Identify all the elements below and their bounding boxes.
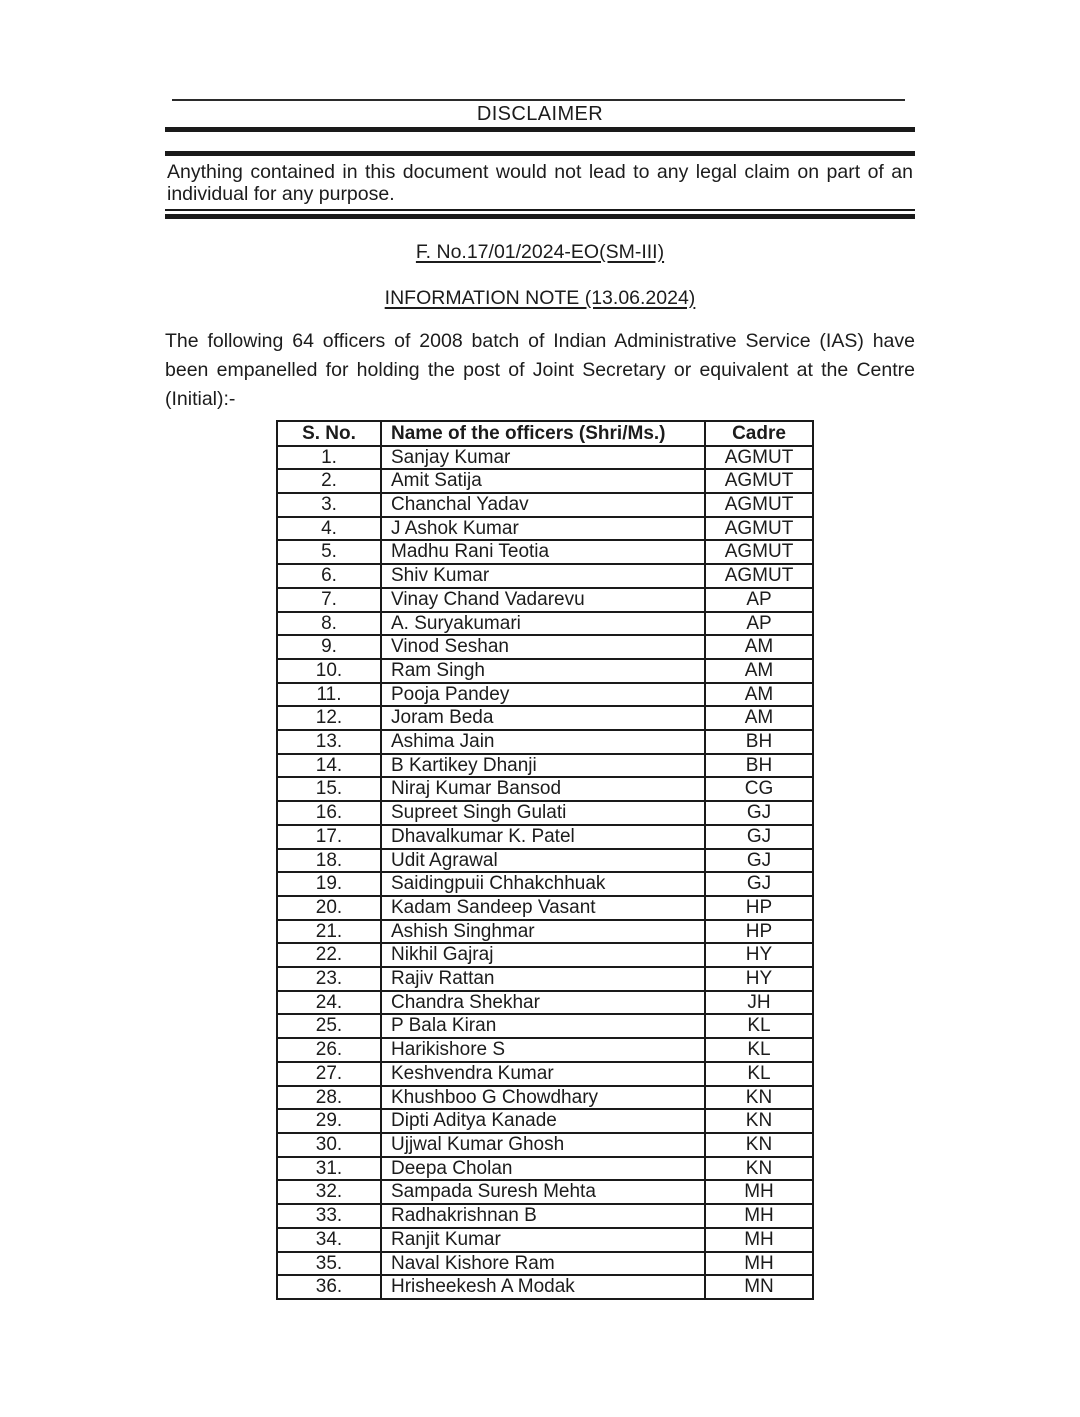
table-row [277,967,813,991]
cell-sno: 35. [277,1252,381,1276]
horizontal-rule-thick [165,127,915,132]
cell-name: A. Suryakumari [381,612,705,636]
cell-name: Ram Singh [381,659,705,683]
cell-cadre: AGMUT [705,446,813,470]
table-row [277,446,813,470]
cell-cadre: JH [705,991,813,1015]
table-header-row [277,421,813,446]
cell-cadre: AM [705,635,813,659]
information-note-heading: INFORMATION NOTE (13.06.2024) [384,286,696,309]
cell-name: Niraj Kumar Bansod [381,777,705,801]
cell-sno: 4. [277,517,381,541]
cell-name: Chanchal Yadav [381,493,705,517]
cell-sno: 11. [277,683,381,707]
cell-cadre: MH [705,1228,813,1252]
cell-name: Deepa Cholan [381,1157,705,1181]
table-row [277,943,813,967]
cell-name: Shiv Kumar [381,564,705,588]
cell-name: Dhavalkumar K. Patel [381,825,705,849]
cell-sno: 12. [277,706,381,730]
cell-name: Keshvendra Kumar [381,1062,705,1086]
table-row [277,1062,813,1086]
cell-cadre: AGMUT [705,540,813,564]
cell-name: Ujjwal Kumar Ghosh [381,1133,705,1157]
cell-sno: 33. [277,1204,381,1228]
table-row [277,564,813,588]
table-row [277,1038,813,1062]
cell-cadre: MH [705,1180,813,1204]
cell-sno: 36. [277,1275,381,1299]
cell-sno: 30. [277,1133,381,1157]
cell-name: Hrisheekesh A Modak [381,1275,705,1299]
cell-cadre: HY [705,943,813,967]
disclaimer-text: Anything contained in this document would not lead to any legal claim on part of an individual for any purpose. [167,161,913,205]
cell-sno: 16. [277,801,381,825]
cell-cadre: KN [705,1157,813,1181]
cell-name: Dipti Aditya Kanade [381,1109,705,1133]
cell-sno: 24. [277,991,381,1015]
table-row [277,1180,813,1204]
cell-cadre: GJ [705,872,813,896]
table-row [277,1204,813,1228]
cell-sno: 10. [277,659,381,683]
cell-cadre: AP [705,588,813,612]
intro-paragraph: The following 64 officers of 2008 batch of Indian Administrative Service (IAS) have been empanelled for holding the post of Joint Secretary or equivalent at the Centre (Initial):- [165,329,915,410]
cell-name: Ashish Singhmar [381,920,705,944]
cell-name: Vinay Chand Vadarevu [381,588,705,612]
table-row [277,706,813,730]
cell-sno: 14. [277,754,381,778]
cell-name: Udit Agrawal [381,849,705,873]
cell-sno: 32. [277,1180,381,1204]
cell-cadre: KN [705,1133,813,1157]
table-row [277,730,813,754]
cell-sno: 25. [277,1014,381,1038]
table-row [277,683,813,707]
cell-sno: 5. [277,540,381,564]
cell-name: J Ashok Kumar [381,517,705,541]
cell-sno: 34. [277,1228,381,1252]
cell-cadre: HP [705,896,813,920]
table-row [277,540,813,564]
cell-sno: 8. [277,612,381,636]
officers-table [276,420,814,1300]
cell-cadre: AGMUT [705,517,813,541]
cell-cadre: AP [705,612,813,636]
cell-name: Kadam Sandeep Vasant [381,896,705,920]
cell-name: Vinod Seshan [381,635,705,659]
cell-sno: 19. [277,872,381,896]
cell-cadre: AGMUT [705,564,813,588]
table-row [277,991,813,1015]
cell-sno: 3. [277,493,381,517]
cell-name: Sampada Suresh Mehta [381,1180,705,1204]
table-row [277,801,813,825]
cell-name: Amit Satija [381,469,705,493]
cell-sno: 31. [277,1157,381,1181]
table-row [277,1157,813,1181]
table-row [277,493,813,517]
cell-sno: 1. [277,446,381,470]
table-row [277,1109,813,1133]
cell-cadre: KL [705,1038,813,1062]
cell-name: Radhakrishnan B [381,1204,705,1228]
file-number-heading: F. No.17/01/2024-EO(SM-III) [415,240,665,263]
disclaimer-box [165,151,915,211]
cell-cadre: AGMUT [705,493,813,517]
disclaimer-title: DISCLAIMER [476,103,604,125]
cell-sno: 9. [277,635,381,659]
table-row [277,1228,813,1252]
cell-name: Chandra Shekhar [381,991,705,1015]
table-row [277,896,813,920]
table-row [277,517,813,541]
cell-sno: 23. [277,967,381,991]
cell-cadre: GJ [705,801,813,825]
cell-sno: 7. [277,588,381,612]
cell-name: Nikhil Gajraj [381,943,705,967]
cell-name: Pooja Pandey [381,683,705,707]
cell-cadre: CG [705,777,813,801]
horizontal-rule-thin [172,99,905,101]
cell-name: Supreet Singh Gulati [381,801,705,825]
cell-sno: 20. [277,896,381,920]
cell-name: Khushboo G Chowdhary [381,1086,705,1110]
cell-sno: 22. [277,943,381,967]
table-row [277,635,813,659]
table-row [277,825,813,849]
table-row [277,588,813,612]
table-row [277,849,813,873]
table-row [277,754,813,778]
table-row [277,1086,813,1110]
cell-name: Ashima Jain [381,730,705,754]
cell-sno: 2. [277,469,381,493]
cell-sno: 28. [277,1086,381,1110]
table-row [277,1252,813,1276]
cell-sno: 29. [277,1109,381,1133]
cell-name: Madhu Rani Teotia [381,540,705,564]
table-row [277,872,813,896]
header-name: Name of the officers (Shri/Ms.) [381,421,705,446]
cell-name: Joram Beda [381,706,705,730]
cell-sno: 27. [277,1062,381,1086]
table-row [277,920,813,944]
cell-sno: 15. [277,777,381,801]
cell-cadre: AM [705,659,813,683]
table-row [277,612,813,636]
cell-cadre: AM [705,706,813,730]
cell-sno: 6. [277,564,381,588]
cell-cadre: AGMUT [705,469,813,493]
document-content [165,99,915,1300]
table-row [277,1133,813,1157]
cell-name: Sanjay Kumar [381,446,705,470]
cell-cadre: KL [705,1014,813,1038]
cell-cadre: HP [705,920,813,944]
cell-cadre: AM [705,683,813,707]
table-row [277,1275,813,1299]
cell-cadre: KN [705,1086,813,1110]
cell-cadre: BH [705,730,813,754]
header-cadre: Cadre [705,421,813,446]
cell-sno: 13. [277,730,381,754]
table-row [277,1014,813,1038]
cell-name: P Bala Kiran [381,1014,705,1038]
cell-name: Harikishore S [381,1038,705,1062]
cell-sno: 18. [277,849,381,873]
table-row [277,469,813,493]
table-row [277,777,813,801]
cell-cadre: MH [705,1204,813,1228]
cell-sno: 26. [277,1038,381,1062]
cell-cadre: HY [705,967,813,991]
cell-name: Naval Kishore Ram [381,1252,705,1276]
horizontal-rule-thick [165,214,915,219]
cell-name: Rajiv Rattan [381,967,705,991]
cell-cadre: GJ [705,825,813,849]
table-row [277,659,813,683]
cell-cadre: MN [705,1275,813,1299]
cell-cadre: KL [705,1062,813,1086]
cell-cadre: BH [705,754,813,778]
officers-table-body [277,446,813,1299]
cell-cadre: KN [705,1109,813,1133]
cell-name: B Kartikey Dhanji [381,754,705,778]
cell-name: Saidingpuii Chhakchhuak [381,872,705,896]
cell-name: Ranjit Kumar [381,1228,705,1252]
cell-sno: 17. [277,825,381,849]
cell-cadre: GJ [705,849,813,873]
cell-cadre: MH [705,1252,813,1276]
header-sno: S. No. [277,421,381,446]
cell-sno: 21. [277,920,381,944]
